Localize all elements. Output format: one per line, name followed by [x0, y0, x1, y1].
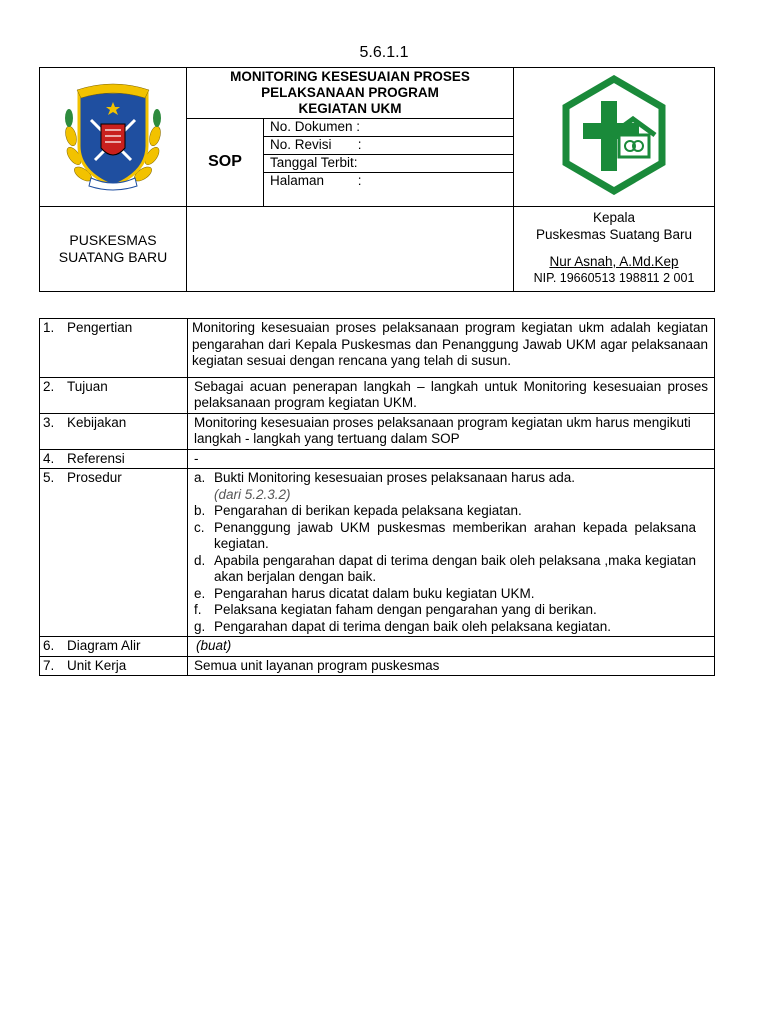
row-label-kebijakan [40, 413, 188, 449]
row-label-referensi [40, 449, 188, 469]
row-label: Pengertian [67, 320, 133, 335]
table-row [40, 413, 715, 449]
step-text: Bukti Monitoring kesesuaian proses pelaksanaan harus ada. [214, 470, 575, 485]
table-row [40, 656, 715, 676]
org-line-1: PUSKESMAS [69, 232, 157, 248]
title-line-3: KEGIATAN UKM [298, 101, 402, 116]
list-item [194, 487, 696, 504]
row-label-diagram-alir [40, 637, 188, 657]
organization-name [40, 207, 187, 292]
info-no-revisi: No. Revisi : [264, 137, 514, 155]
row-value-unit-kerja: Semua unit layanan program puskesmas [188, 656, 715, 676]
right-logo-cell [514, 68, 715, 207]
row-label: Prosedur [67, 470, 122, 485]
sop-content-table [39, 318, 715, 676]
row-value-pengertian: Monitoring kesesuaian proses pelaksanaan program kegiatan ukm adalah kegiatan pengarahan dari Kepala Puskesmas dan Penanggung Jawab UKM agar pelaksanaan kegiatan sesuai dengan rencana yang telah di susun. [188, 319, 715, 378]
step-text: Pelaksana kegiatan faham dengan pengarahan yang di berikan. [214, 602, 597, 617]
row-label: Unit Kerja [67, 657, 127, 673]
header-table [39, 67, 715, 292]
step-letter: a. [194, 470, 206, 485]
step-letter: e. [194, 585, 206, 601]
row-value-kebijakan: Monitoring kesesuaian proses pelaksanaan program kegiatan ukm harus mengikuti langkah - langkah yang tertuang dalam SOP [188, 413, 715, 449]
row-number: 7. [43, 657, 55, 673]
row-number: 2. [43, 378, 55, 394]
sign-title-2: Puskesmas Suatang Baru [535, 227, 693, 242]
row-value-referensi: - [188, 449, 715, 469]
info-halaman: Halaman : [264, 173, 514, 207]
row-label: Kebijakan [67, 414, 127, 430]
row-label-pengertian [40, 319, 188, 378]
table-row [40, 637, 715, 657]
step-text: Apabila pengarahan dapat di terima dengan baik oleh pelaksana ,maka kegiatan akan berjalan dengan baik. [214, 552, 696, 584]
kemenkes-cross-icon [559, 75, 669, 195]
row-value-prosedur [188, 469, 715, 637]
kabupaten-paser-emblem-icon [57, 76, 169, 194]
table-row [40, 377, 715, 413]
table-row [40, 449, 715, 469]
sign-title-1: Kepala [592, 210, 636, 225]
signature-block [514, 207, 715, 292]
row-label-prosedur [40, 469, 188, 637]
row-label-unit-kerja [40, 656, 188, 676]
row-number: 4. [43, 450, 55, 466]
step-letter: g. [194, 618, 206, 634]
list-item [194, 553, 696, 586]
row-label: Diagram Alir [67, 638, 141, 653]
info-tanggal-terbit: Tanggal Terbit: [264, 155, 514, 173]
step-text: Penanggung jawab UKM puskesmas memberikan arahan kepada pelaksana kegiatan. [214, 519, 696, 551]
row-number: 6. [43, 638, 55, 653]
procedure-list [194, 470, 696, 635]
row-label-tujuan [40, 377, 188, 413]
list-item [194, 586, 696, 603]
info-no-dokumen: No. Dokumen : [264, 119, 514, 137]
document-number: 5.6.1.1 [359, 44, 409, 61]
step-letter: b. [194, 503, 206, 518]
row-label: Tujuan [67, 378, 108, 394]
title-line-2: PELAKSANAAN PROGRAM [261, 85, 439, 100]
list-item [194, 602, 696, 619]
list-item [194, 520, 696, 553]
step-note: (dari 5.2.3.2) [214, 486, 291, 502]
sop-label: SOP [187, 119, 264, 207]
step-letter: d. [194, 552, 206, 568]
sign-nip: NIP. 19660513 198811 2 001 [533, 271, 695, 285]
row-value-tujuan: Sebagai acuan penerapan langkah – langkah untuk Monitoring kesesuaian proses pelaksanaan program kegiatan UKM. [188, 377, 715, 413]
row-number: 1. [43, 320, 55, 335]
step-text: Pengarahan harus dicatat dalam buku kegiatan UKM. [214, 585, 535, 601]
document-title [187, 68, 514, 119]
table-row [40, 469, 715, 637]
step-letter: c. [194, 519, 205, 535]
list-item [194, 503, 696, 520]
step-text: Pengarahan dapat di terima dengan baik oleh pelaksana kegiatan. [214, 618, 612, 634]
title-line-1: MONITORING KESESUAIAN PROSES [230, 69, 470, 84]
row-number: 3. [43, 414, 55, 430]
row-label: Referensi [67, 450, 125, 466]
row-number: 5. [43, 470, 55, 485]
left-logo-cell [40, 68, 187, 207]
step-text: Pengarahan di berikan kepada pelaksana kegiatan. [214, 503, 522, 518]
step-letter: f. [194, 602, 202, 617]
list-item [194, 470, 696, 487]
blank-middle-cell [187, 207, 514, 292]
org-line-2: SUATANG BARU [58, 249, 168, 265]
sign-name: Nur Asnah, A.Md.Kep [549, 254, 679, 269]
table-row [40, 319, 715, 378]
list-item [194, 619, 696, 636]
row-value-diagram-alir: (buat) [188, 637, 715, 657]
